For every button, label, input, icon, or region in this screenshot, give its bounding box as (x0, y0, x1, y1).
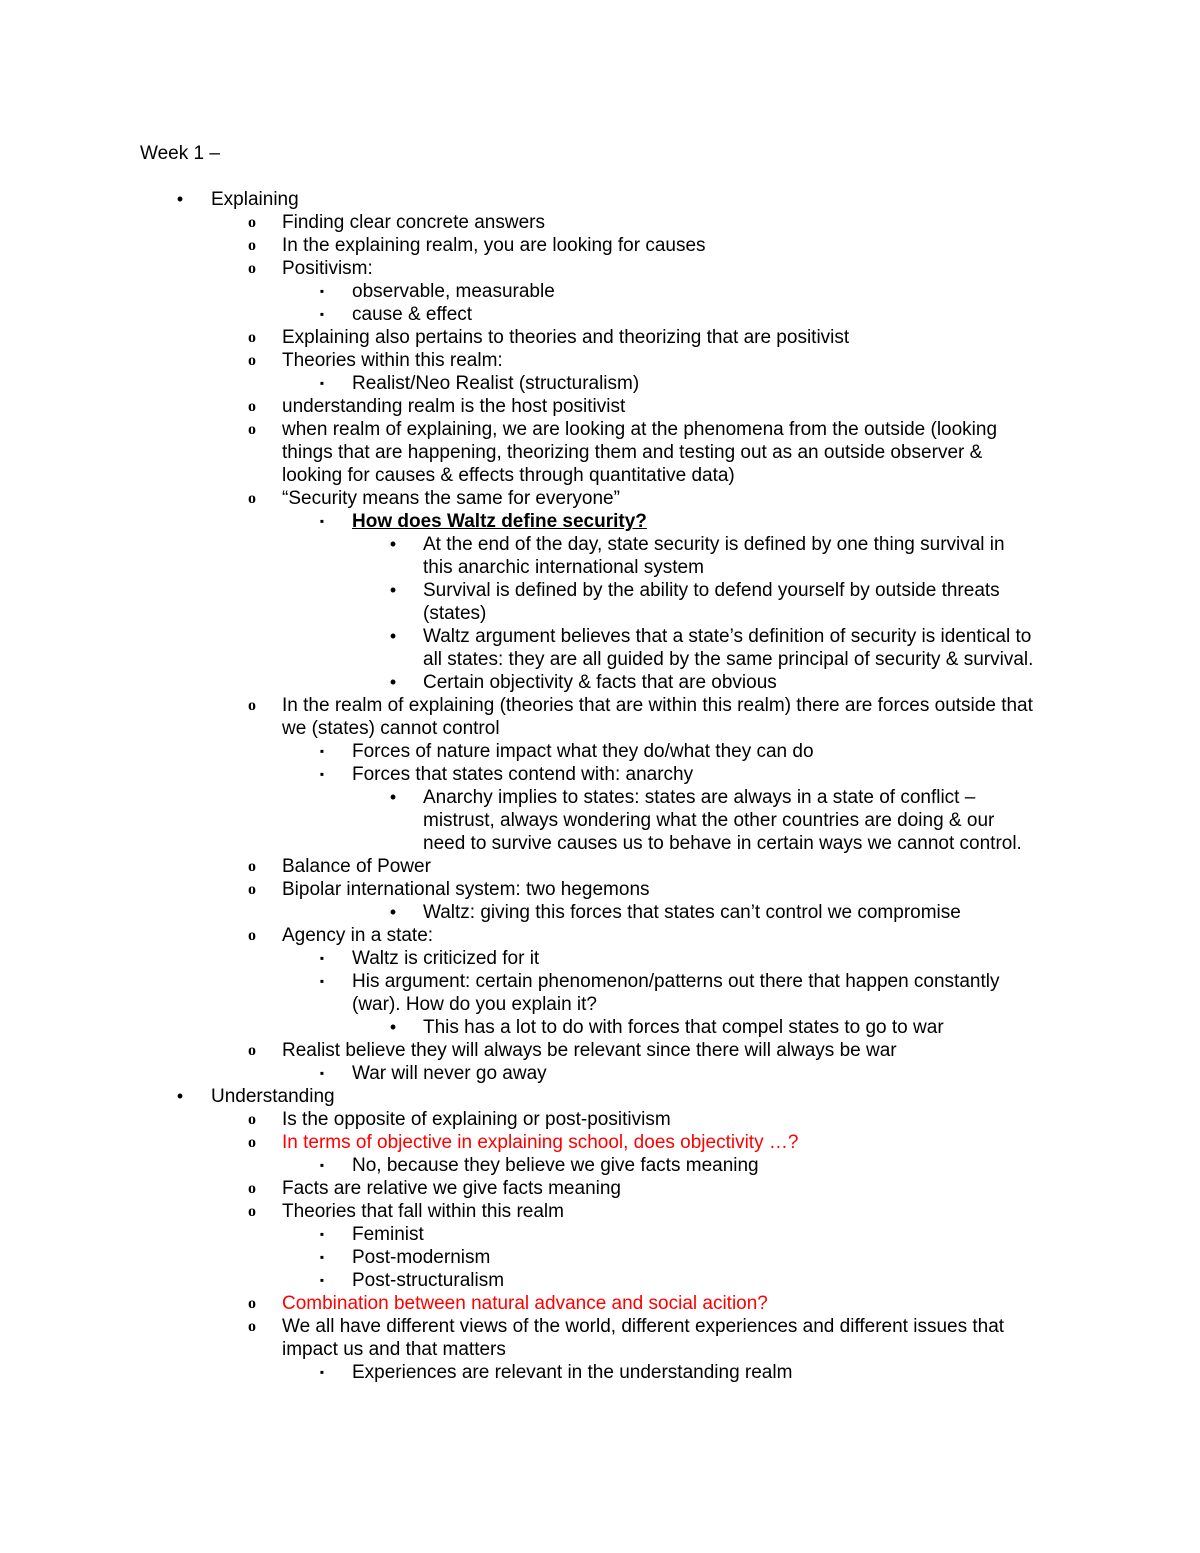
list-item-text: Waltz: giving this forces that states can’t control we compromise (423, 902, 961, 923)
list-item-text: In the realm of explaining (theories that are within this realm) there are forces outside that (282, 695, 1033, 716)
bullet-icon: o (248, 927, 256, 944)
list-item-text: Understanding (211, 1086, 335, 1107)
bullet-icon: • (176, 189, 184, 209)
bullet-icon: ▪ (319, 744, 325, 758)
list-item-text: Positivism: (282, 258, 373, 279)
bullet-icon: • (389, 672, 397, 692)
list-item-text: Feminist (352, 1224, 424, 1245)
list-item-text: No, because they believe we give facts meaning (352, 1155, 759, 1176)
list-item-text: need to survive causes us to behave in certain ways we cannot control. (423, 833, 1022, 854)
list-item-text: At the end of the day, state security is defined by one thing survival in (423, 534, 1005, 555)
list-item-text: Theories that fall within this realm (282, 1201, 564, 1222)
list-item-text: Survival is defined by the ability to defend yourself by outside threats (423, 580, 1000, 601)
bullet-icon: ▪ (319, 1365, 325, 1379)
bullet-icon: ▪ (319, 1227, 325, 1241)
list-item-text: mistrust, always wondering what the other countries are doing & our (423, 810, 995, 831)
bullet-icon: ▪ (319, 1158, 325, 1172)
bullet-icon: o (248, 1180, 256, 1197)
bullet-icon: o (248, 881, 256, 898)
list-item-text: Certain objectivity & facts that are obvious (423, 672, 777, 693)
bullet-icon: • (389, 580, 397, 600)
list-item-text: understanding realm is the host positivist (282, 396, 626, 417)
list-item-text: things that are happening, theorizing them and testing out as an outside observer & (282, 442, 983, 463)
list-item-text: Balance of Power (282, 856, 431, 877)
bullet-icon: o (248, 1295, 256, 1312)
list-item-text: Realist/Neo Realist (structuralism) (352, 373, 640, 394)
list-item-text: Realist believe they will always be relevant since there will always be war (282, 1040, 897, 1061)
list-item-text: Experiences are relevant in the understanding realm (352, 1362, 793, 1383)
bullet-icon: o (248, 1203, 256, 1220)
page-title: Week 1 – (140, 143, 220, 164)
bullet-icon: • (389, 787, 397, 807)
bullet-icon: ▪ (319, 974, 325, 988)
list-item-text: (states) (423, 603, 487, 624)
list-item-text: all states: they are all guided by the same principal of security & survival. (423, 649, 1034, 670)
bullet-icon: • (389, 534, 397, 554)
list-item-text: observable, measurable (352, 281, 555, 302)
list-item-text: we (states) cannot control (282, 718, 500, 739)
bullet-icon: ▪ (319, 1066, 325, 1080)
bullet-icon: o (248, 329, 256, 346)
bullet-icon: o (248, 352, 256, 369)
bullet-icon: ▪ (319, 1250, 325, 1264)
bullet-icon: ▪ (319, 514, 325, 528)
bullet-icon: ▪ (319, 284, 325, 298)
list-item-text: Explaining also pertains to theories and theorizing that are positivist (282, 327, 850, 348)
list-item-text: when realm of explaining, we are looking at the phenomena from the outside (looking (282, 419, 998, 440)
list-item-text: Finding clear concrete answers (282, 212, 545, 233)
bullet-icon: ▪ (319, 307, 325, 321)
list-item-text: Explaining (211, 189, 299, 210)
list-item-text: In the explaining realm, you are looking for causes (282, 235, 706, 256)
list-item-text: this anarchic international system (423, 557, 704, 578)
list-item-text: Is the opposite of explaining or post-positivism (282, 1109, 671, 1130)
list-item-text: This has a lot to do with forces that compel states to go to war (423, 1017, 944, 1038)
bullet-icon: ▪ (319, 1273, 325, 1287)
bullet-icon: • (389, 902, 397, 922)
list-item-text: Post-structuralism (352, 1270, 505, 1291)
list-item-text: We all have different views of the world, different experiences and different issues that (282, 1316, 1005, 1337)
bullet-icon: o (248, 858, 256, 875)
list-item-text: (war). How do you explain it? (352, 994, 597, 1015)
bullet-icon: o (248, 1042, 256, 1059)
bullet-icon: • (176, 1086, 184, 1106)
list-item-text: Agency in a state: (282, 925, 434, 946)
bullet-icon: ▪ (319, 767, 325, 781)
list-item-text: Waltz is criticized for it (352, 948, 540, 969)
list-item-text: Forces that states contend with: anarchy (352, 764, 694, 785)
list-item-text: How does Waltz define security? (352, 511, 647, 532)
bullet-icon: o (248, 1318, 256, 1335)
list-item-text: Facts are relative we give facts meaning (282, 1178, 621, 1199)
bullet-icon: o (248, 237, 256, 254)
list-item-text: Theories within this realm: (282, 350, 503, 371)
list-item-text: cause & effect (352, 304, 473, 325)
list-item-text: Bipolar international system: two hegemons (282, 879, 650, 900)
bullet-icon: ▪ (319, 376, 325, 390)
list-item-text: looking for causes & effects through quantitative data) (282, 465, 735, 486)
list-item-text: Post-modernism (352, 1247, 491, 1268)
bullet-icon: o (248, 697, 256, 714)
bullet-icon: o (248, 1111, 256, 1128)
bullet-icon: • (389, 626, 397, 646)
list-item-text: Anarchy implies to states: states are always in a state of conflict – (423, 787, 976, 808)
bullet-icon: o (248, 490, 256, 507)
list-item-text: His argument: certain phenomenon/patterns out there that happen constantly (352, 971, 1000, 992)
bullet-icon: o (248, 214, 256, 231)
bullet-icon: • (389, 1017, 397, 1037)
bullet-icon: o (248, 398, 256, 415)
list-item-text: War will never go away (352, 1063, 547, 1084)
list-item-text: Combination between natural advance and social acition? (282, 1293, 768, 1314)
list-item-text: Waltz argument believes that a state’s definition of security is identical to (423, 626, 1032, 647)
list-item-text: In terms of objective in explaining school, does objectivity …? (282, 1132, 799, 1153)
bullet-icon: o (248, 1134, 256, 1151)
bullet-icon: o (248, 260, 256, 277)
list-item-text: “Security means the same for everyone” (282, 488, 620, 509)
bullet-icon: ▪ (319, 951, 325, 965)
list-item-text: impact us and that matters (282, 1339, 506, 1360)
list-item-text: Forces of nature impact what they do/what they can do (352, 741, 814, 762)
bullet-icon: o (248, 421, 256, 438)
